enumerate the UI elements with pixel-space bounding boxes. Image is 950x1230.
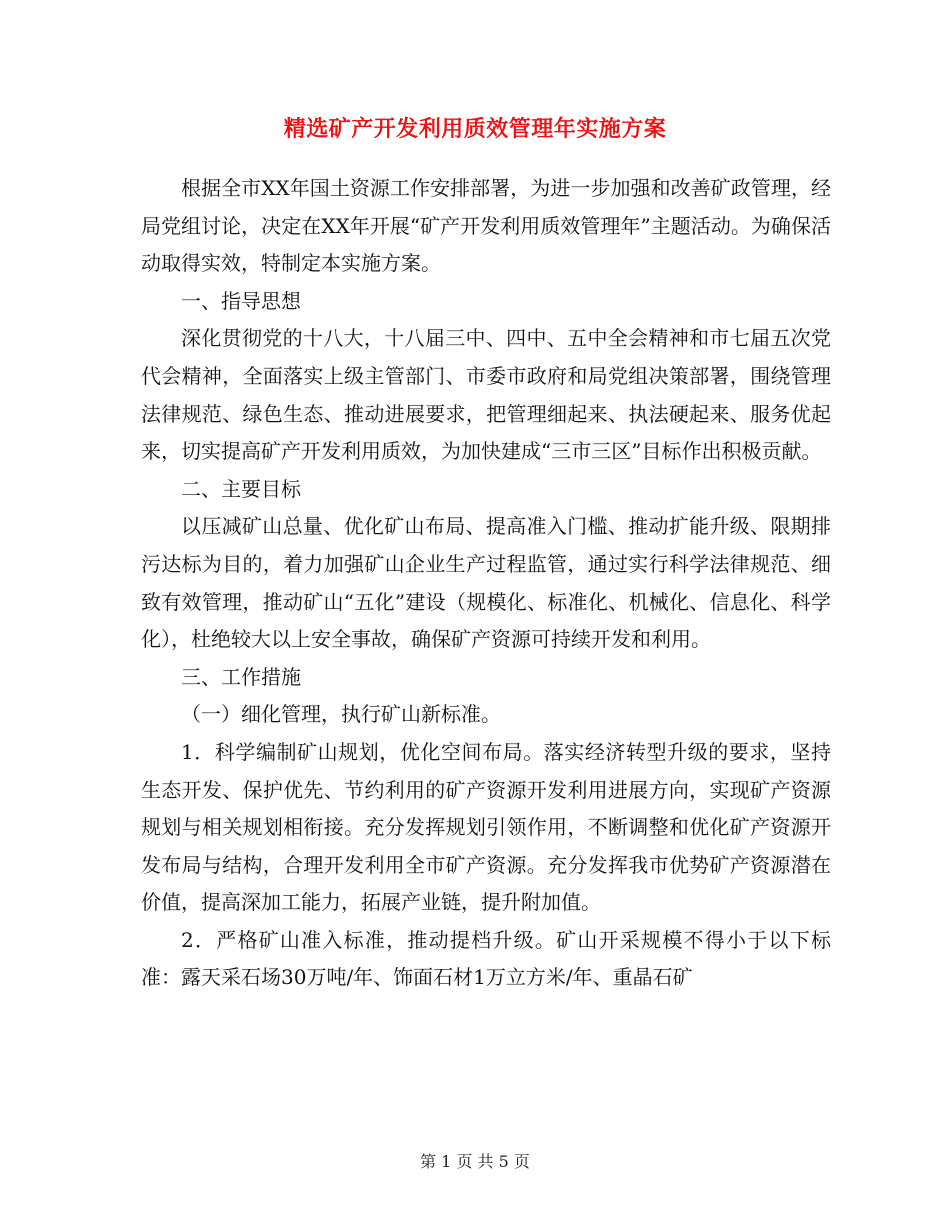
document-title: 精选矿产开发利用质效管理年实施方案 <box>283 116 667 142</box>
heading-work-measures: 三、工作措施 <box>181 664 301 689</box>
heading-guiding-ideology: 一、指导思想 <box>181 288 301 313</box>
heading-main-goals: 二、主要目标 <box>181 476 301 501</box>
paragraph-measure-1: 1．科学编制矿山规划，优化空间布局。落实经济转型升级的要求，坚持生态开发、保护优先、节约利用的矿产资源开发利用进展方向，实现矿产资源规划与相关规划相衔接。充分发挥规划引领作用，不断调整和优化矿产资源开发布局与结构，合理开发利用全市矿产资源。充分发挥我市优势矿产资源潜在价值，提高深加工能力，拓展产业链，提升附加值。 <box>141 739 831 915</box>
paragraph-measure-2: 2．严格矿山准入标准，推动提档升级。矿山开采规模不得小于以下标准：露天采石场30万吨/年、饰面石材1万立方米/年、重晶石矿 <box>141 927 831 990</box>
paragraph-main-goals: 以压减矿山总量、优化矿山布局、提高准入门槛、推动扩能升级、限期排污达标为目的，着力加强矿山企业生产过程监管，通过实行科学法律规范、细致有效管理，推动矿山“五化”建设（规模化、标准化、机械化、信息化、科学化），杜绝较大以上安全事故，确保矿产资源可持续开发和利用。 <box>141 514 831 652</box>
page-number-footer: 第 1 页 共 5 页 <box>420 1152 530 1171</box>
paragraph-guiding-ideology: 深化贯彻党的十八大，十八届三中、四中、五中全会精神和市七届五次党代会精神，全面落实上级主管部门、市委市政府和局党组决策部署，围绕管理法律规范、绿色生态、推动进展要求，把管理细起来、执法硬起来、服务优起来，切实提高矿产开发利用质效，为加快建成“三市三区”目标作出积极贡献。 <box>141 326 831 464</box>
subheading-refine-management: （一）细化管理，执行矿山新标准。 <box>181 702 501 727</box>
document-body <box>141 170 831 997</box>
paragraph-intro: 根据全市XX年国土资源工作安排部署，为进一步加强和改善矿政管理，经局党组讨论，决定在XX年开展“矿产开发利用质效管理年”主题活动。为确保活动取得实效，特制定本实施方案。 <box>141 176 831 276</box>
